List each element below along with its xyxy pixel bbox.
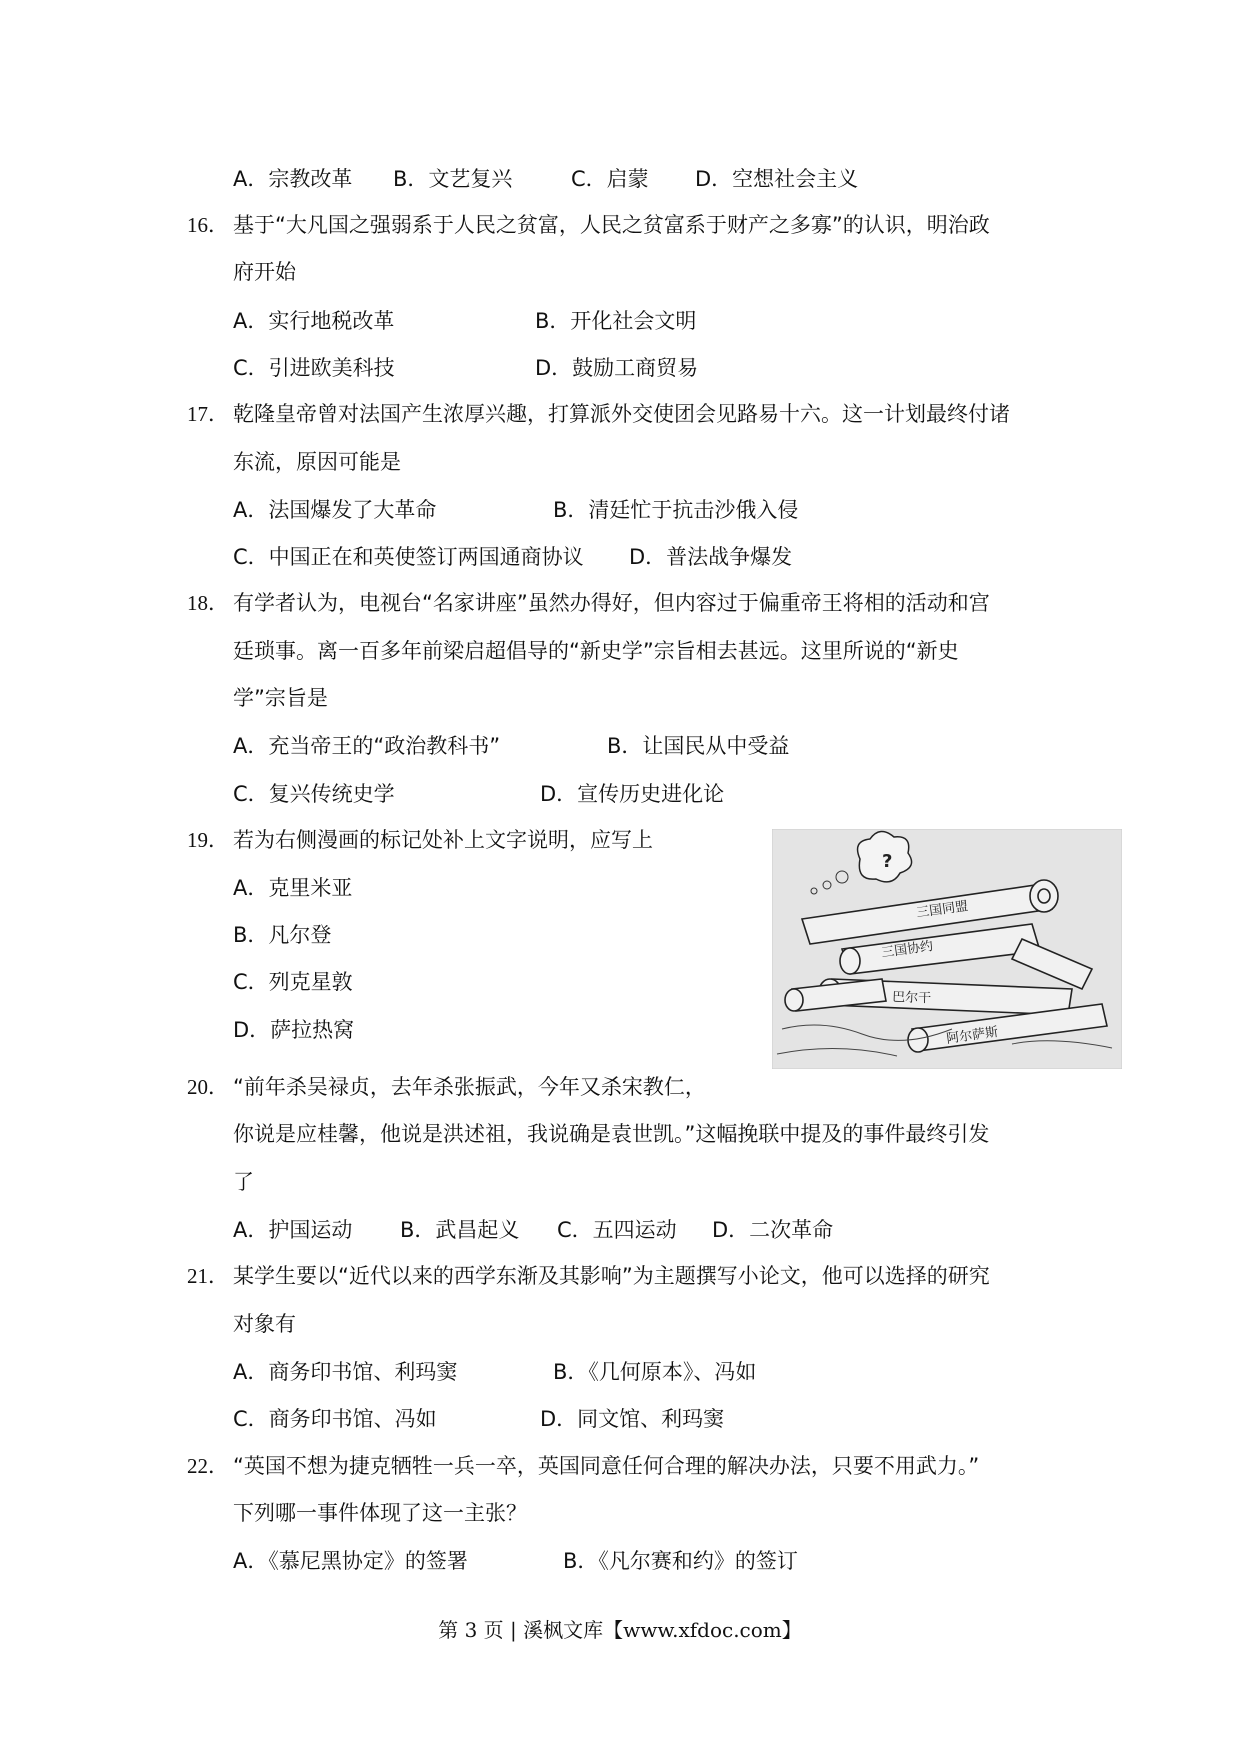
q19-option-b: B．凡尔登 xyxy=(233,923,332,947)
q17-question xyxy=(0,399,1240,429)
q16-option-d: D．鼓励工商贸易 xyxy=(535,356,699,380)
q15-option-b: B．文艺复兴 xyxy=(393,167,513,191)
q18-question xyxy=(0,588,1240,618)
q20-option-b: B．武昌起义 xyxy=(400,1218,520,1242)
q18-option-a: A．充当帝王的“政治教科书” xyxy=(233,734,501,758)
q22-stem-line1: “英国不想为捷克牺牲一兵一卒，英国同意任何合理的解决办法，只要不用武力。” xyxy=(233,1454,980,1478)
page-footer: 第 3 页 | 溪枫文库【www.xfdoc.com】 xyxy=(438,1618,802,1642)
q19-stem-line1: 若为右侧漫画的标记处补上文字说明，应写上 xyxy=(233,828,653,852)
svg-text:?: ? xyxy=(882,851,893,872)
q17-number: 17． xyxy=(187,402,229,426)
q19-option-c: C．列克星敦 xyxy=(233,970,353,994)
q22-question xyxy=(0,1451,1240,1481)
q21-option-b: B．《几何原本》、冯如 xyxy=(553,1360,757,1384)
q20-option-d: D．二次革命 xyxy=(712,1218,834,1242)
q18-stem-line2: 廷琐事。离一百多年前梁启超倡导的“新史学”宗旨相去甚远。这里所说的“新史 xyxy=(233,639,959,663)
q19-option-d: D．萨拉热窝 xyxy=(233,1018,355,1042)
q15-option-a: A．宗教改革 xyxy=(233,167,353,191)
q16-number: 16． xyxy=(187,213,229,237)
q18-option-b: B．让国民从中受益 xyxy=(607,734,790,758)
q16-option-c: C．引进欧美科技 xyxy=(233,356,395,380)
cartoon-label-alsace: 阿尔萨斯 xyxy=(945,1024,1000,1047)
q22-stem-line2: 下列哪一事件体现了这一主张？ xyxy=(233,1501,527,1525)
q18-stem-line3: 学”宗旨是 xyxy=(233,686,328,710)
q17-option-a: A．法国爆发了大革命 xyxy=(233,498,437,522)
q15-option-c: C．启蒙 xyxy=(571,167,649,191)
q20-stem-line3: 了 xyxy=(233,1170,254,1194)
cartoon-label-balkans: 巴尔干 xyxy=(891,990,932,1007)
q20-option-a: A．护国运动 xyxy=(233,1218,353,1242)
q17-stem-line2: 东流，原因可能是 xyxy=(233,450,401,474)
q18-number: 18． xyxy=(187,591,229,615)
q20-number: 20． xyxy=(187,1075,229,1099)
q18-stem-line1: 有学者认为，电视台“名家讲座”虽然办得好，但内容过于偏重帝王将相的活动和宫 xyxy=(233,591,990,615)
cartoon-label-triple-entente: 三国协约 xyxy=(880,938,935,961)
q17-stem-line1: 乾隆皇帝曾对法国产生浓厚兴趣，打算派外交使团会见路易十六。这一计划最终付诸 xyxy=(233,402,1010,426)
q21-stem-line2: 对象有 xyxy=(233,1312,296,1336)
cartoon-label-triple-alliance: 三国同盟 xyxy=(915,898,970,921)
q15-option-d: D．空想社会主义 xyxy=(695,167,859,191)
q19-number: 19． xyxy=(187,828,229,852)
q21-option-d: D．同文馆、利玛窦 xyxy=(540,1407,725,1431)
q16-stem-line1: 基于“大凡国之强弱系于人民之贫富，人民之贫富系于财产之多寡”的认识，明治政 xyxy=(233,213,990,237)
q22-option-b: B．《凡尔赛和约》的签订 xyxy=(563,1549,798,1573)
q19-option-a: A．克里米亚 xyxy=(233,876,353,900)
q16-question xyxy=(0,210,1240,240)
q21-option-c: C．商务印书馆、冯如 xyxy=(233,1407,437,1431)
q21-stem-line1: 某学生要以“近代以来的西学东渐及其影响”为主题撰写小论文，他可以选择的研究 xyxy=(233,1264,990,1288)
q20-option-c: C．五四运动 xyxy=(557,1218,677,1242)
q16-stem-line2: 府开始 xyxy=(233,260,296,284)
q17-option-c: C．中国正在和英使签订两国通商协议 xyxy=(233,545,584,569)
q20-question xyxy=(0,1072,1240,1102)
q21-option-a: A．商务印书馆、利玛窦 xyxy=(233,1360,458,1384)
q19-question xyxy=(0,825,760,855)
q22-option-a: A．《慕尼黑协定》的签署 xyxy=(233,1549,468,1573)
q16-option-b: B．开化社会文明 xyxy=(535,309,697,333)
q17-option-d: D．普法战争爆发 xyxy=(629,545,793,569)
q20-stem-line2: 你说是应桂馨，他说是洪述祖，我说确是袁世凯。”这幅挽联中提及的事件最终引发 xyxy=(233,1122,990,1146)
q20-stem-line1: “前年杀吴禄贞，去年杀张振武，今年又杀宋教仁， xyxy=(233,1075,706,1099)
q18-option-d: D．宣传历史进化论 xyxy=(540,782,725,806)
q21-question xyxy=(0,1261,1240,1291)
q21-number: 21． xyxy=(187,1264,229,1288)
q18-option-c: C．复兴传统史学 xyxy=(233,782,395,806)
q16-option-a: A．实行地税改革 xyxy=(233,309,395,333)
political-cartoon-image xyxy=(772,829,1122,1069)
q22-number: 22． xyxy=(187,1454,229,1478)
q17-option-b: B．清廷忙于抗击沙俄入侵 xyxy=(553,498,799,522)
